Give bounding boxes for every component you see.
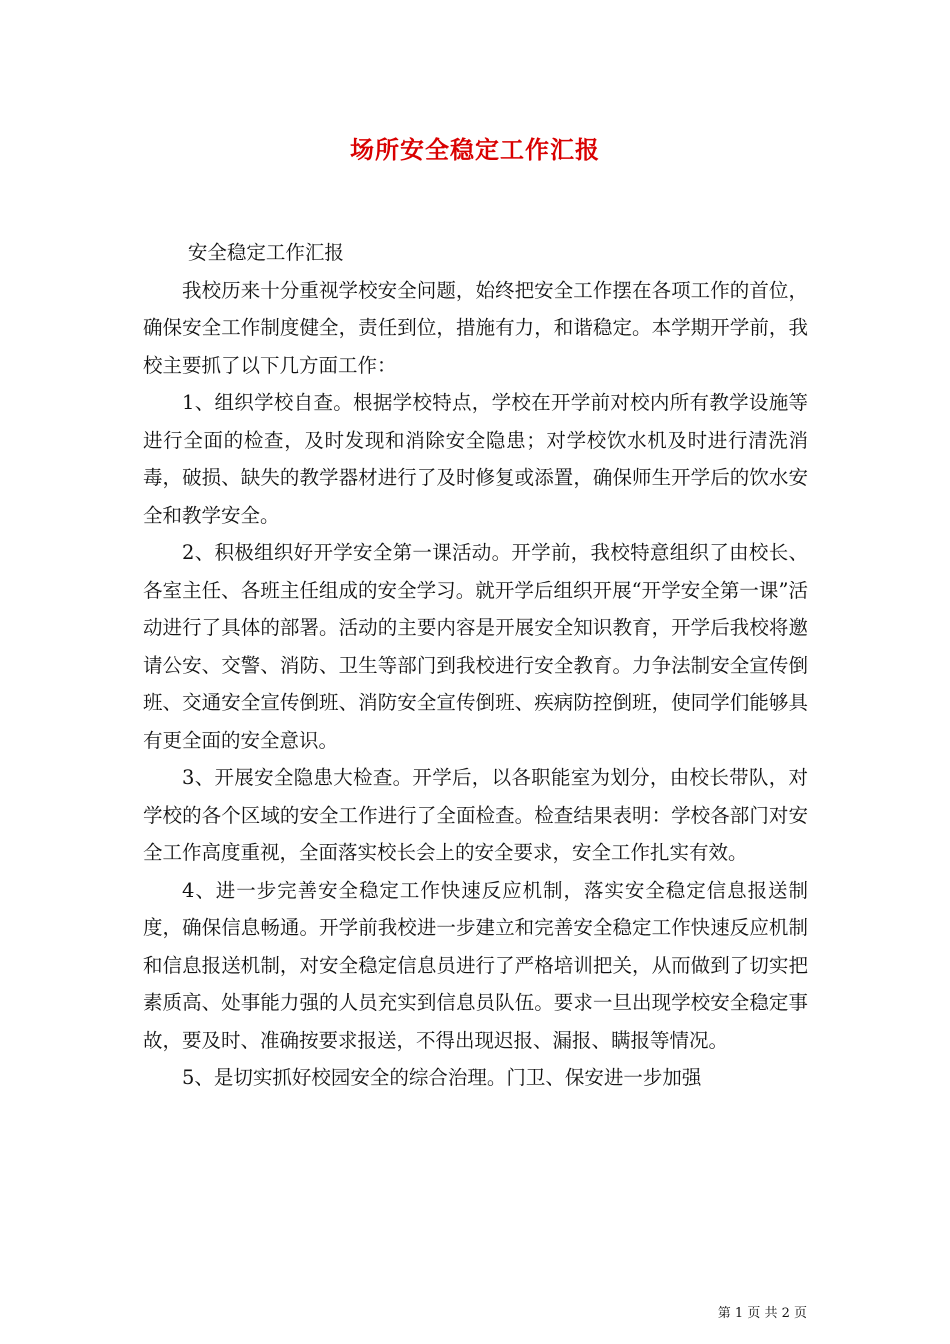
paragraph-intro: 我校历来十分重视学校安全问题，始终把安全工作摆在各项工作的首位，确保安全工作制度健全，责任到位，措施有力，和谐稳定。本学期开学前，我校主要抓了以下几方面工作： — [143, 278, 808, 377]
paragraph-item-2: 2、积极组织好开学安全第一课活动。开学前，我校特意组织了由校长、各室主任、各班主任组成的安全学习。就开学后组织开展“开学安全第一课”活动进行了具体的部署。活动的主要内容是开展安全知识教育，开学后我校将邀请公安、交警、消防、卫生等部门到我校进行安全教育。力争法制安全宣传倒班、交通安全宣传倒班、消防安全宣传倒班、疾病防控倒班，使同学们能够具有更全面的安全意识。 — [143, 541, 808, 752]
page-number: 第 1 页 共 2 页 — [717, 1306, 807, 1321]
document-subtitle: 安全稳定工作汇报 — [187, 241, 344, 264]
paragraph-item-5: 5、是切实抓好校园安全的综合治理。门卫、保安进一步加强 — [182, 1066, 702, 1089]
paragraph-item-4: 4、进一步完善安全稳定工作快速反应机制，落实安全稳定信息报送制度，确保信息畅通。开学前我校进一步建立和完善安全稳定工作快速反应机制和信息报送机制，对安全稳定信息员进行了严格培训把关，从而做到了切实把素质高、处事能力强的人员充实到信息员队伍。要求一旦出现学校安全稳定事故，要及时、准确按要求报送，不得出现迟报、漏报、瞒报等情况。 — [143, 878, 808, 1052]
paragraph-item-3: 3、开展安全隐患大检查。开学后，以各职能室为划分，由校长带队，对学校的各个区域的安全工作进行了全面检查。检查结果表明：学校各部门对安全工作高度重视，全面落实校长会上的安全要求，安全工作扎实有效。 — [143, 766, 808, 864]
document-title: 场所安全稳定工作汇报 — [350, 135, 600, 164]
paragraph-item-1: 1、组织学校自查。根据学校特点，学校在开学前对校内所有教学设施等进行全面的检查，及时发现和消除安全隐患；对学校饮水机及时进行清洗消毒，破损、缺失的教学器材进行了及时修复或添置，确保师生开学后的饮水安全和教学安全。 — [143, 391, 808, 527]
document-body — [143, 234, 808, 1097]
